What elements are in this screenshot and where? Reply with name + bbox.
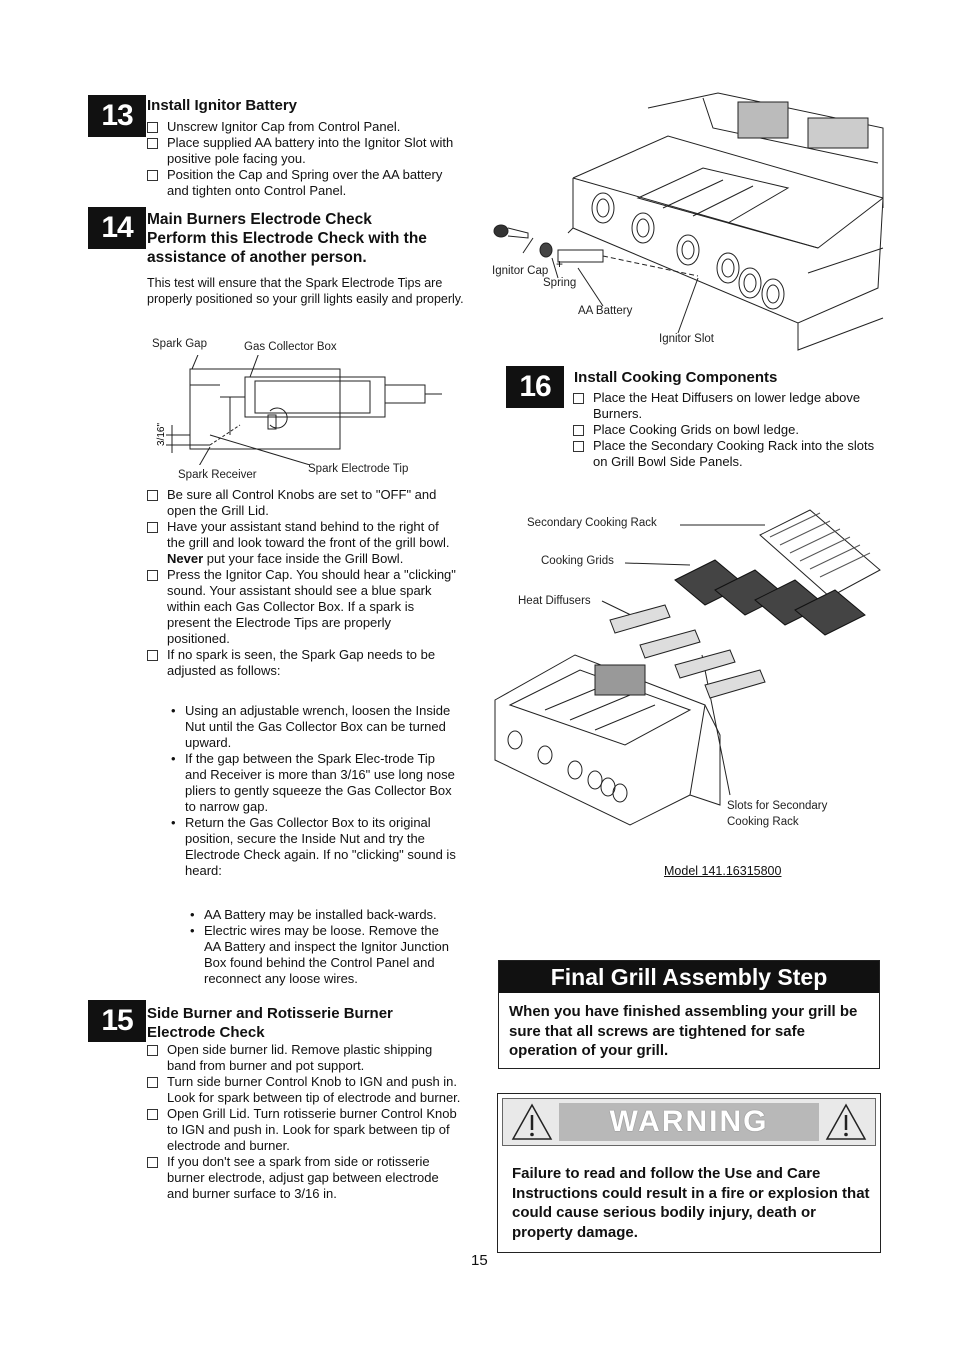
list-item: Place the Secondary Cooking Rack into the slots on Grill Bowl Side Panels.	[573, 438, 883, 470]
step-14-title-line2: Perform this Electrode Check with the assistance of another person.	[147, 230, 427, 266]
list-item: Place Cooking Grids on bowl ledge.	[573, 422, 883, 438]
final-assembly-text: When you have finished assembling your grill be sure that all screws are tightened for safe operation of your grill.	[509, 1003, 858, 1059]
label-ignitor-slot: Ignitor Slot	[659, 333, 714, 345]
label-secondary-cooking-rack: Secondary Cooking Rack	[527, 517, 657, 529]
warning-box	[497, 1093, 881, 1253]
step-16-list	[573, 390, 883, 470]
checkbox-icon	[147, 650, 158, 661]
bullet-item: • Return the Gas Collector Box to its original position, secure the Inside Nut and try the Electrode Check again. If no "clicking" sound is heard:	[167, 815, 457, 879]
warning-text: Failure to read and follow the Use and Care Instructions could result in a fire or explosion that could cause serious bodily injury, death or property damage.	[512, 1165, 870, 1241]
step-14-badge: 14	[88, 207, 146, 249]
label-cooking-grids: Cooking Grids	[541, 555, 614, 567]
list-item: Position the Cap and Spring over the AA battery and tighten onto Control Panel.	[147, 167, 467, 199]
bullet-item: • Using an adjustable wrench, loosen the Inside Nut until the Gas Collector Box can be turned upward.	[167, 703, 457, 751]
step-13-title: Install Ignitor Battery	[147, 97, 298, 114]
checkbox-icon	[147, 170, 158, 181]
step-16-title: Install Cooking Components	[574, 369, 778, 386]
bullet-item: • If the gap between the Spark Elec-trode Tip and Receiver is more than 3/16" use long nose pliers to gently squeeze the Gas Collector Box to narrow gap.	[167, 751, 457, 815]
final-assembly-title: Final Grill Assembly Step	[499, 961, 879, 993]
step-16-badge: 16	[506, 366, 564, 408]
emphasis-never: Never	[167, 551, 204, 566]
list-item: If you don't see a spark from side or rotisserie burner electrode, adjust gap between electrode and burner surface to 3/16 in.	[147, 1154, 462, 1202]
list-item: Place supplied AA battery into the Ignitor Slot with positive pole facing you.	[147, 135, 467, 167]
warning-banner	[502, 1098, 876, 1146]
checkbox-icon	[573, 393, 584, 404]
label-spark-electrode-tip: Spark Electrode Tip	[308, 463, 409, 475]
dimension-label: 3/16"	[156, 422, 167, 446]
warning-title: WARNING	[559, 1103, 819, 1141]
list-item: Press the Ignitor Cap. You should hear a "clicking" sound. Your assistant should see a blue spark within each Gas Collector Box. If a spark is present the Electrode Tips are properly positioned.	[147, 567, 457, 647]
step-15-title: Side Burner and Rotisserie Burner Electrode Check	[147, 1005, 393, 1041]
sub-bullet-item: • Electric wires may be loose. Remove the AA Battery and inspect the Ignitor Junction Box found behind the Control Panel and reconnect any loose wires.	[186, 923, 458, 987]
list-item: Place the Heat Diffusers on lower ledge above Burners.	[573, 390, 883, 422]
label-ignitor-cap: Ignitor Cap	[492, 265, 549, 277]
checkbox-icon	[147, 1045, 158, 1056]
checkbox-icon	[147, 1077, 158, 1088]
step-14-title-line1: Main Burners Electrode Check	[147, 211, 372, 228]
final-assembly-box	[498, 960, 880, 1069]
list-item: Open side burner lid. Remove plastic shipping band from burner and pot support.	[147, 1042, 462, 1074]
step-14-intro: This test will ensure that the Spark Electrode Tips are properly positioned so your grill lights easily and properly.	[147, 276, 464, 306]
step-15-badge: 15	[88, 1000, 146, 1042]
list-item: Be sure all Control Knobs are set to "OFF" and open the Grill Lid.	[147, 487, 457, 519]
checkbox-icon	[573, 441, 584, 452]
step-13-list	[147, 119, 467, 199]
list-item: If no spark is seen, the Spark Gap needs to be adjusted as follows:	[147, 647, 457, 679]
step-13-badge: 13	[88, 95, 146, 137]
step-14-title	[147, 210, 467, 267]
sub-bullet-item: • AA Battery may be installed back-wards.	[186, 907, 458, 923]
step-14-sub-bullets	[186, 907, 458, 987]
plus-sign: +	[556, 257, 564, 271]
checkbox-icon	[147, 522, 158, 533]
checkbox-icon	[147, 490, 158, 501]
warning-triangle-icon	[825, 1103, 867, 1141]
label-aa-battery: AA Battery	[578, 305, 633, 317]
list-item: Have your assistant stand behind to the right of the grill and look toward the front of the grill bowl. Never put your face inside the Grill Bowl.	[147, 519, 457, 567]
list-item: Open Grill Lid. Turn rotisserie burner Control Knob to IGN and push in. Look for spark between tip of electrode and burner.	[147, 1106, 462, 1154]
label-spark-receiver: Spark Receiver	[178, 469, 257, 481]
list-item: Turn side burner Control Knob to IGN and push in. Look for spark between tip of electrode and burner.	[147, 1074, 462, 1106]
step-14-list	[147, 487, 457, 679]
label-spring: Spring	[543, 277, 577, 289]
checkbox-icon	[147, 122, 158, 133]
page-number: 15	[471, 1252, 488, 1269]
step-15-list	[147, 1042, 462, 1202]
label-spark-gap: Spark Gap	[152, 338, 207, 350]
warning-triangle-icon	[511, 1103, 553, 1141]
label-gas-collector-box: Gas Collector Box	[244, 341, 337, 353]
grill-ignitor-illustration	[488, 88, 888, 358]
electrode-diagram	[150, 355, 450, 465]
checkbox-icon	[147, 138, 158, 149]
step-14-bullets	[167, 703, 457, 879]
model-number: Model 141.16315800	[664, 864, 782, 878]
checkbox-icon	[147, 570, 158, 581]
label-heat-diffusers: Heat Diffusers	[518, 595, 591, 607]
list-item: Unscrew Ignitor Cap from Control Panel.	[147, 119, 467, 135]
checkbox-icon	[573, 425, 584, 436]
label-slots-secondary-rack: Slots for Secondary Cooking Rack	[727, 800, 828, 828]
checkbox-icon	[147, 1157, 158, 1168]
checkbox-icon	[147, 1109, 158, 1120]
